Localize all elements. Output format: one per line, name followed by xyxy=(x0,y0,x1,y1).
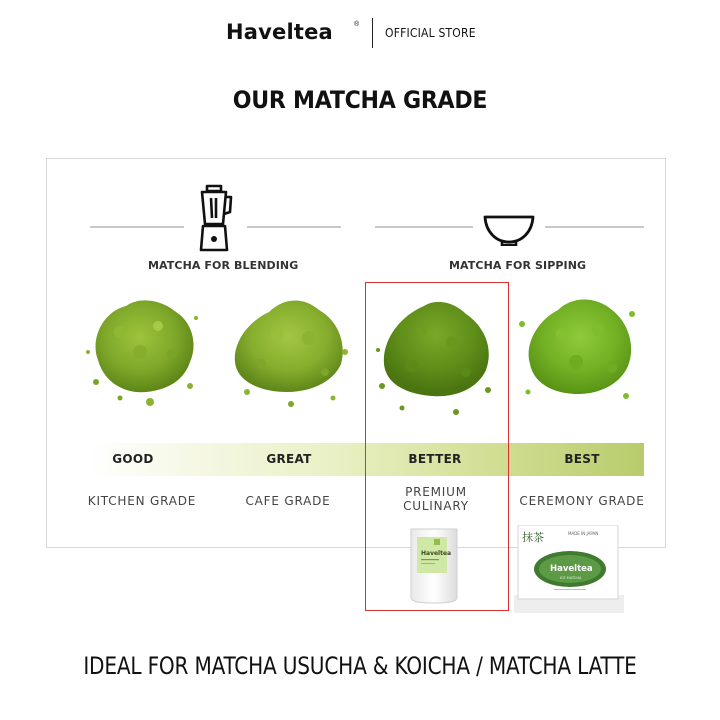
sipping-section-label: MATCHA FOR SIPPING xyxy=(449,259,587,272)
matcha-powder-good xyxy=(80,282,210,412)
grade-name-cafe: CAFE GRADE xyxy=(245,494,331,508)
box-brand-text: Haveltea xyxy=(550,564,593,574)
blending-rule-right xyxy=(247,226,341,228)
store-header xyxy=(0,16,720,50)
box-kanji-text: 抹茶 xyxy=(522,531,544,544)
tea-bowl-icon xyxy=(482,212,536,246)
grade-name-premium-line1: PREMIUM xyxy=(405,485,467,499)
blending-section-label: MATCHA FOR BLENDING xyxy=(148,259,299,272)
registered-mark: ® xyxy=(354,21,360,28)
matcha-powder-best xyxy=(514,284,644,414)
header-divider xyxy=(372,18,373,48)
grade-name-kitchen: KITCHEN GRADE xyxy=(87,494,197,508)
box-badge-text: MADE IN JAPAN xyxy=(568,531,599,536)
ceremony-grade-box-image[interactable] xyxy=(514,525,624,613)
box-subtitle-text: ICE MATCHA xyxy=(560,576,582,580)
grade-name-premium-line2: CULINARY xyxy=(403,499,469,513)
blending-rule-left xyxy=(90,226,184,228)
grade-level-great: GREAT xyxy=(266,452,312,466)
grade-level-best: BEST xyxy=(564,452,600,466)
blender-icon xyxy=(196,184,236,254)
page-title: OUR MATCHA GRADE xyxy=(232,86,488,114)
matcha-powder-great xyxy=(225,282,355,412)
pouch-brand-text: Haveltea xyxy=(421,550,452,557)
usage-tagline: IDEAL FOR MATCHA USUCHA & KOICHA / MATCHA LATTE xyxy=(83,652,637,680)
official-store-label: OFFICIAL STORE xyxy=(385,26,476,40)
grade-level-good: GOOD xyxy=(112,452,154,466)
grade-level-better: BETTER xyxy=(408,452,462,466)
grade-name-ceremony: CEREMONY GRADE xyxy=(519,494,645,508)
sipping-rule-left xyxy=(375,226,473,228)
brand-logo[interactable]: Haveltea xyxy=(226,20,333,44)
premium-culinary-highlight xyxy=(365,282,509,611)
sipping-rule-right xyxy=(545,226,644,228)
